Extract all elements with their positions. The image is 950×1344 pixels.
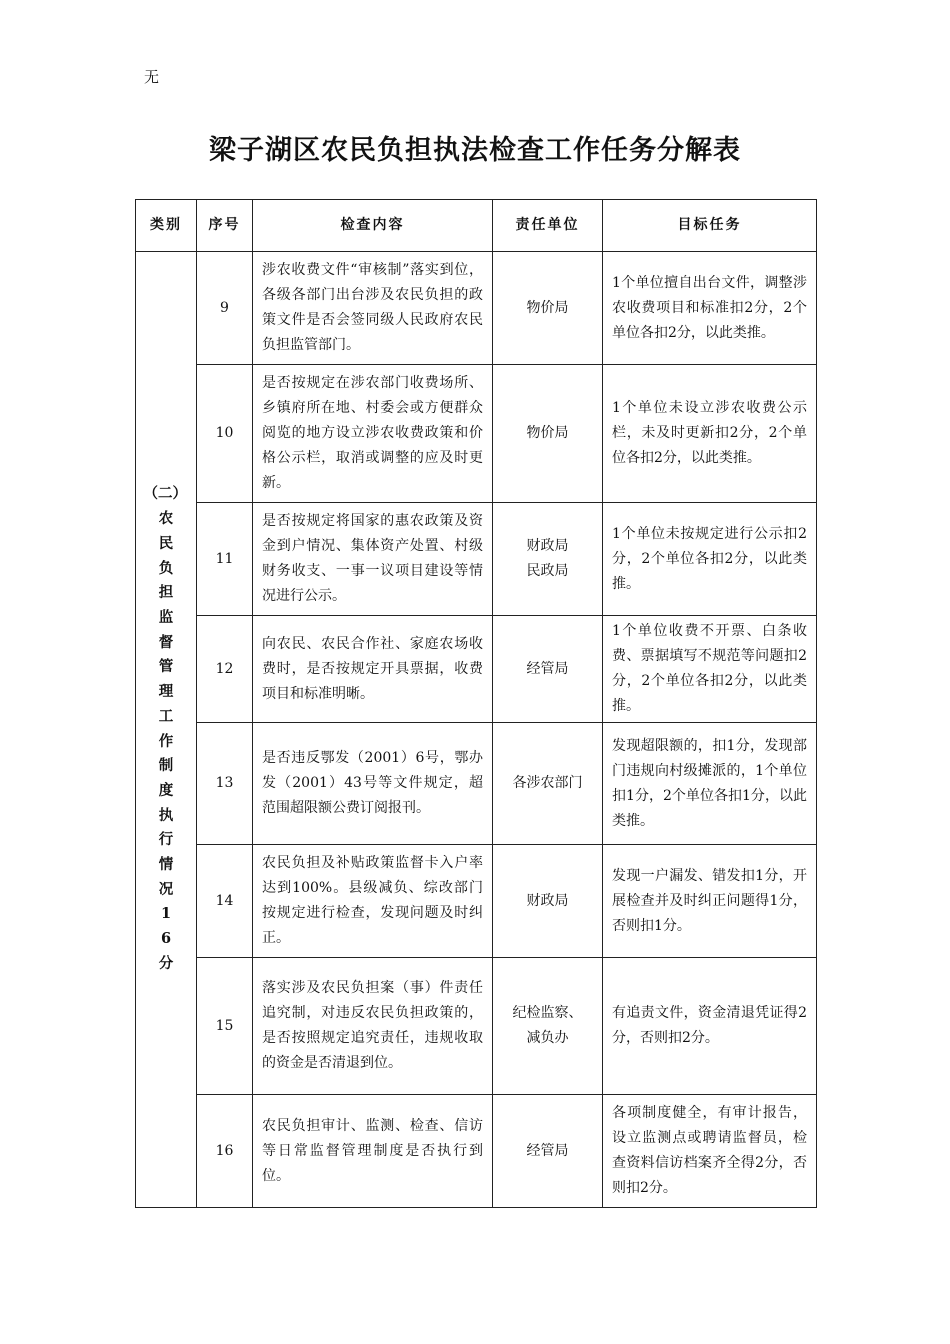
row-content: 向农民、农民合作社、家庭农场收费时，是否按规定开具票据，收费项目和标准明晰。: [253, 616, 493, 723]
corner-note: 无: [144, 68, 160, 86]
row-unit: 纪检监察、 减负办: [493, 958, 603, 1095]
category-cell: [136, 252, 197, 1208]
row-target: 1个单位未按规定进行公示扣2分，2个单位各扣2分，以此类推。: [603, 503, 817, 616]
row-content: 是否按规定将国家的惠农政策及资金到户情况、集体资产处置、村级财务收支、一事一议项目建设等情况进行公示。: [253, 503, 493, 616]
row-unit: 经管局: [493, 616, 603, 723]
row-content: 农民负担及补贴政策监督卡入户率达到100%。县级减负、综改部门按规定进行检查，发现问题及时纠正。: [253, 845, 493, 958]
row-number: 9: [197, 252, 253, 365]
row-target: 各项制度健全，有审计报告，设立监测点或聘请监督员，检查资料信访档案齐全得2分，否则扣2分。: [603, 1095, 817, 1208]
page-title: 梁子湖区农民负担执法检查工作任务分解表: [209, 135, 741, 166]
table-row: [136, 503, 817, 616]
table-row: [136, 252, 817, 365]
category-text: 农民负担监督管理工作制度执行情况16分: [158, 510, 174, 972]
task-table: [135, 199, 817, 1208]
row-content: 涉农收费文件“审核制”落实到位，各级各部门出台涉及农民负担的政策文件是否会签同级人民政府农民负担监管部门。: [253, 252, 493, 365]
row-unit: 经管局: [493, 1095, 603, 1208]
category-paren: （二）: [143, 485, 188, 503]
row-unit: 各涉农部门: [493, 723, 603, 845]
table-header-row: [136, 200, 817, 252]
header-target: 目标任务: [603, 200, 817, 252]
row-unit: 物价局: [493, 365, 603, 503]
row-unit: 物价局: [493, 252, 603, 365]
table-row: [136, 958, 817, 1095]
row-number: 10: [197, 365, 253, 503]
table-row: [136, 365, 817, 503]
row-target: 1个单位未设立涉农收费公示栏，未及时更新扣2分，2个单位各扣2分，以此类推。: [603, 365, 817, 503]
row-number: 14: [197, 845, 253, 958]
row-target: 1个单位擅自出台文件，调整涉农收费项目和标准扣2分，2个单位各扣2分，以此类推。: [603, 252, 817, 365]
row-content: 是否按规定在涉农部门收费场所、乡镇府所在地、村委会或方便群众阅览的地方设立涉农收费政策和价格公示栏，取消或调整的应及时更新。: [253, 365, 493, 503]
row-target: 发现超限额的，扣1分，发现部门违规向村级摊派的，1个单位扣1分，2个单位各扣1分，以此类推。: [603, 723, 817, 845]
row-target: 发现一户漏发、错发扣1分，开展检查并及时纠正问题得1分，否则扣1分。: [603, 845, 817, 958]
row-target: 1个单位收费不开票、白条收费、票据填写不规范等问题扣2分，2个单位各扣2分，以此类推。: [603, 616, 817, 723]
row-target: 有追责文件，资金清退凭证得2分，否则扣2分。: [603, 958, 817, 1095]
row-content: 落实涉及农民负担案（事）件责任追究制，对违反农民负担政策的，是否按照规定追究责任，违规收取的资金是否清退到位。: [253, 958, 493, 1095]
table-row: [136, 616, 817, 723]
row-unit: 财政局: [493, 845, 603, 958]
row-content: 是否违反鄂发（2001）6号，鄂办发（2001）43号等文件规定，超范围超限额公费订阅报刊。: [253, 723, 493, 845]
row-unit: 财政局 民政局: [493, 503, 603, 616]
row-number: 12: [197, 616, 253, 723]
row-number: 15: [197, 958, 253, 1095]
row-number: 13: [197, 723, 253, 845]
table-row: [136, 723, 817, 845]
table-row: [136, 845, 817, 958]
table-row: [136, 1095, 817, 1208]
row-number: 11: [197, 503, 253, 616]
header-content: 检查内容: [253, 200, 493, 252]
header-number: 序号: [197, 200, 253, 252]
header-category: 类别: [136, 200, 197, 252]
header-unit: 责任单位: [493, 200, 603, 252]
row-number: 16: [197, 1095, 253, 1208]
row-content: 农民负担审计、监测、检查、信访等日常监督管理制度是否执行到位。: [253, 1095, 493, 1208]
